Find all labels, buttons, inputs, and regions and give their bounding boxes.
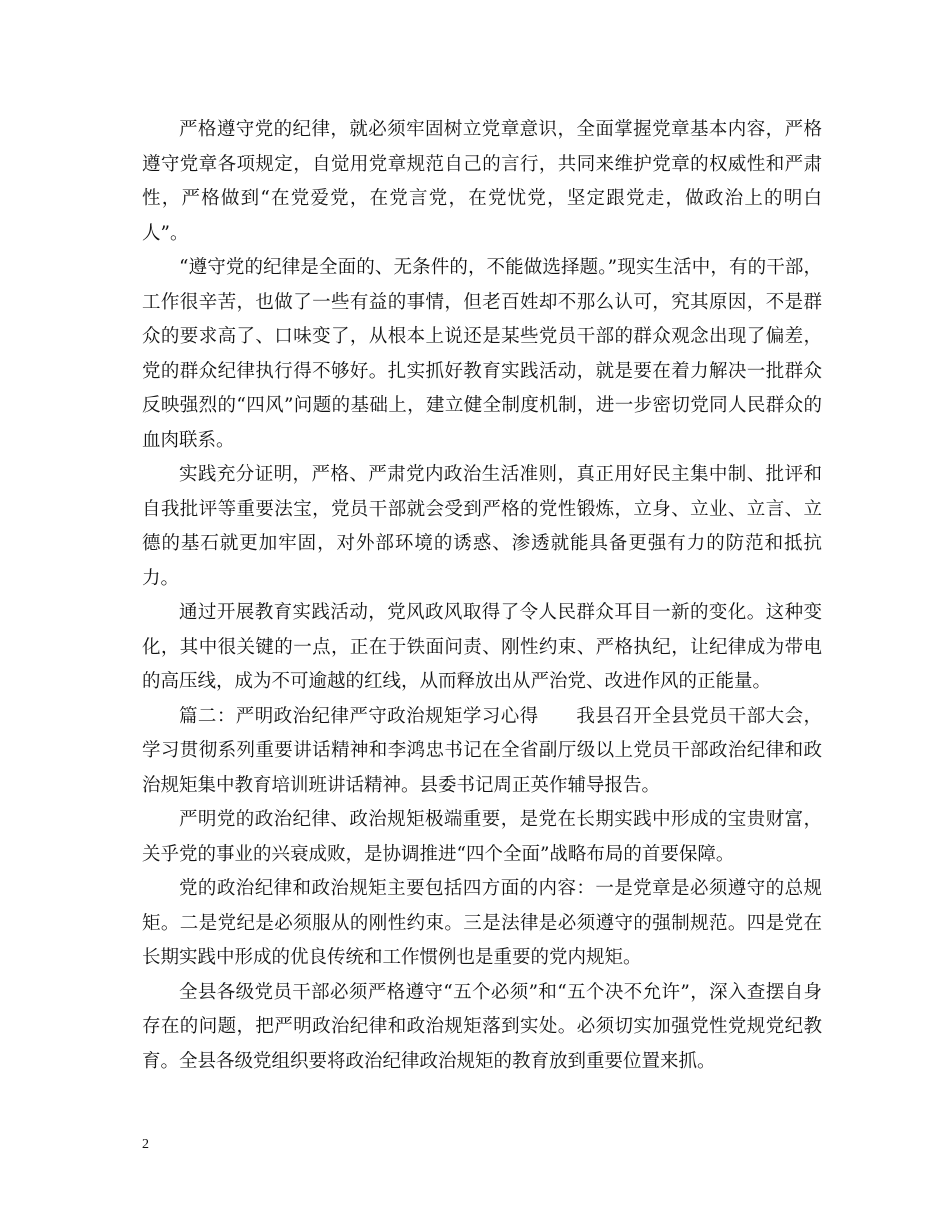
paragraph: 严明党的政治纪律、政治规矩极端重要，是党在长期实践中形成的宝贵财富，关乎党的事业的兴衰成败，是协调推进“四个全面”战略布局的首要保障。 <box>142 809 822 865</box>
paragraph: 党的政治纪律和政治规矩主要包括四方面的内容：一是党章是必须遵守的总规矩。二是党纪是必须服从的刚性约束。三是法律是必须遵守的强制规范。四是党在长期实践中形成的优良传统和工作惯例也是重要的党内规矩。 <box>142 878 822 968</box>
paragraph: 通过开展教育实践活动，党风政风取得了令人民群众耳目一新的变化。这种变化，其中很关键的一点，正在于铁面问责、刚性约束、严格执纪，让纪律成为带电的高压线，成为不可逾越的红线，从而释放出从严治党、改进作风的正能量。 <box>142 602 822 692</box>
page-number: 2 <box>142 1137 149 1152</box>
paragraph: “遵守党的纪律是全面的、无条件的，不能做选择题。”现实生活中，有的干部，工作很辛苦，也做了一些有益的事情，但老百姓却不那么认可，究其原因，不是群众的要求高了、口味变了，从根本上说还是某些党员干部的群众观念出现了偏差，党的群众纪律执行得不够好。扎实抓好教育实践活动，就是要在着力解决一批群众反映强烈的“四风”问题的基础上，建立健全制度机制，进一步密切党同人民群众的血肉联系。 <box>142 257 822 451</box>
paragraph: 篇二：严明政治纪律严守政治规矩学习心得 我县召开全县党员干部大会，学习贯彻系列重要讲话精神和李鸿忠书记在全省副厅级以上党员干部政治纪律和政治规矩集中教育培训班讲话精神。县委书记周正英作辅导报告。 <box>142 705 822 796</box>
paragraph: 严格遵守党的纪律，就必须牢固树立党章意识，全面掌握党章基本内容，严格遵守党章各项规定，自觉用党章规范自己的言行，共同来维护党章的权威性和严肃性，严格做到“在党爱党，在党言党，在党忧党，坚定跟党走，做政治上的明白人”。 <box>142 119 822 244</box>
paragraph: 全县各级党员干部必须严格遵守“五个必须”和“五个决不允许”，深入查摆自身存在的问题，把严明政治纪律和政治规矩落到实处。必须切实加强党性党规党纪教育。全县各级党组织要将政治纪律政治规矩的教育放到重要位置来抓。 <box>142 981 822 1072</box>
document-body <box>142 113 822 1079</box>
paragraph: 实践充分证明，严格、严肃党内政治生活准则，真正用好民主集中制、批评和自我批评等重要法宝，党员干部就会受到严格的党性锻炼，立身、立业、立言、立德的基石就更加牢固，对外部环境的诱惑、渗透就能具备更强有力的防范和抵抗力。 <box>142 464 822 589</box>
